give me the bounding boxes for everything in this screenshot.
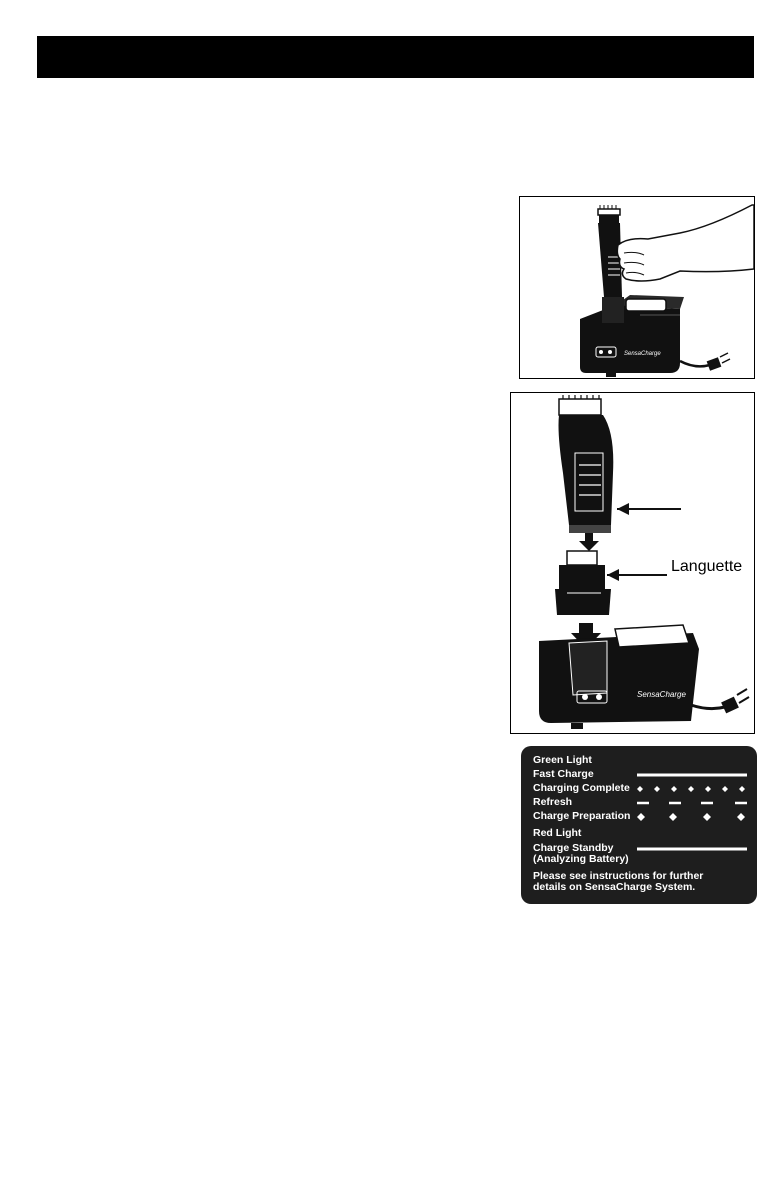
legend-note-line1: Please see instructions for further: [533, 870, 704, 882]
blinking-fast-indicator: [637, 784, 747, 794]
figure-clipper-in-charger: [519, 196, 755, 379]
solid-line-indicator-red: [637, 844, 747, 854]
legend-red-light-heading: Red Light: [533, 827, 582, 839]
clipper-charger-illustration: [520, 197, 754, 378]
legend-green-light-heading: Green Light: [533, 754, 592, 766]
legend-refresh-label: Refresh: [533, 796, 573, 808]
legend-fast-charge-label: Fast Charge: [533, 768, 594, 780]
legend-note-line2: details on SensaCharge System.: [533, 881, 696, 893]
blinking-slow-indicator: [637, 812, 747, 822]
svg-text:SensaCharge: SensaCharge: [637, 690, 686, 699]
legend-charging-complete-label: Charging Complete: [533, 782, 630, 794]
header-bar: [37, 36, 754, 78]
figure-battery-assembly: [510, 392, 755, 734]
dash-indicator: [637, 798, 747, 808]
legend-charge-preparation-label: Charge Preparation: [533, 810, 631, 822]
languette-label: Languette: [671, 558, 743, 575]
solid-line-indicator: [637, 770, 747, 780]
legend-charge-standby-label: Charge Standby: [533, 842, 614, 854]
charge-indicator-legend: [521, 746, 757, 904]
svg-text:SensaCharge: SensaCharge: [624, 351, 661, 357]
legend-analyzing-battery-label: (Analyzing Battery): [533, 853, 629, 865]
